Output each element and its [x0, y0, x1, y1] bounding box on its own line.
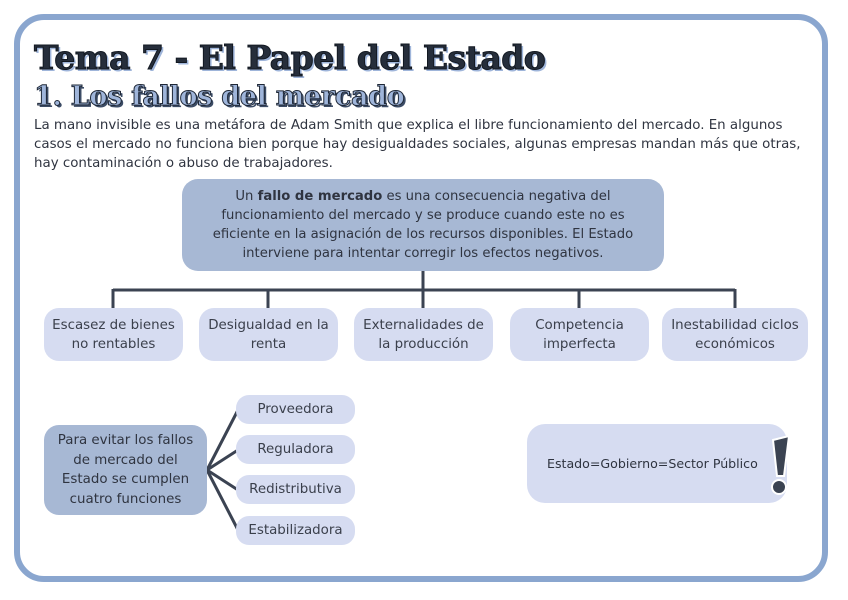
definition-text-before: Un [235, 189, 258, 204]
function-box: Proveedora [236, 395, 355, 424]
functions-intro-text: Para evitar los fallos de mercado del Estado se cumplen cuatro funciones [57, 433, 194, 507]
function-box: Estabilizadora [236, 516, 355, 545]
cause-box [662, 308, 808, 361]
cause-box [354, 308, 493, 361]
definition-box [182, 179, 664, 271]
note-box [527, 424, 787, 503]
section-subtitle: 1. Los fallos del mercado [34, 81, 405, 112]
cause-label: Inestabilidad ciclos económicos [671, 317, 799, 352]
intro-paragraph: La mano invisible es una metáfora de Adam Smith que explica el libre funcionamiento del mercado. En algunos casos el mercado no funciona bien porque hay desigualdades sociales, algunas empresas mandan más que otras, hay contaminación o abuso de trabajadores. [34, 118, 801, 172]
function-box: Redistributiva [236, 475, 355, 504]
cause-label: Competencia imperfecta [535, 317, 624, 352]
cause-label: Desigualdad en la renta [208, 317, 329, 352]
page-title: Tema 7 - El Papel del Estado [34, 38, 546, 77]
cause-box [44, 308, 183, 361]
cause-box [510, 308, 649, 361]
cause-box [199, 308, 338, 361]
definition-keyword: fallo de mercado [257, 189, 383, 204]
functions-intro-box [44, 425, 207, 515]
exclamation-icon [764, 434, 794, 498]
cause-label: Externalidades de la producción [363, 317, 484, 352]
note-text: Estado=Gobierno=Sector Público [547, 456, 758, 471]
definition-text-after: es una consecuencia negativa del funcionamiento del mercado y se produce cuando este no es eficiente en la asignación de los recursos disponibles. El Estado interviene para intentar corregir los efectos negativos. [212, 189, 634, 261]
cause-label: Escasez de bienes no rentables [52, 317, 175, 352]
function-box: Reguladora [236, 435, 355, 464]
